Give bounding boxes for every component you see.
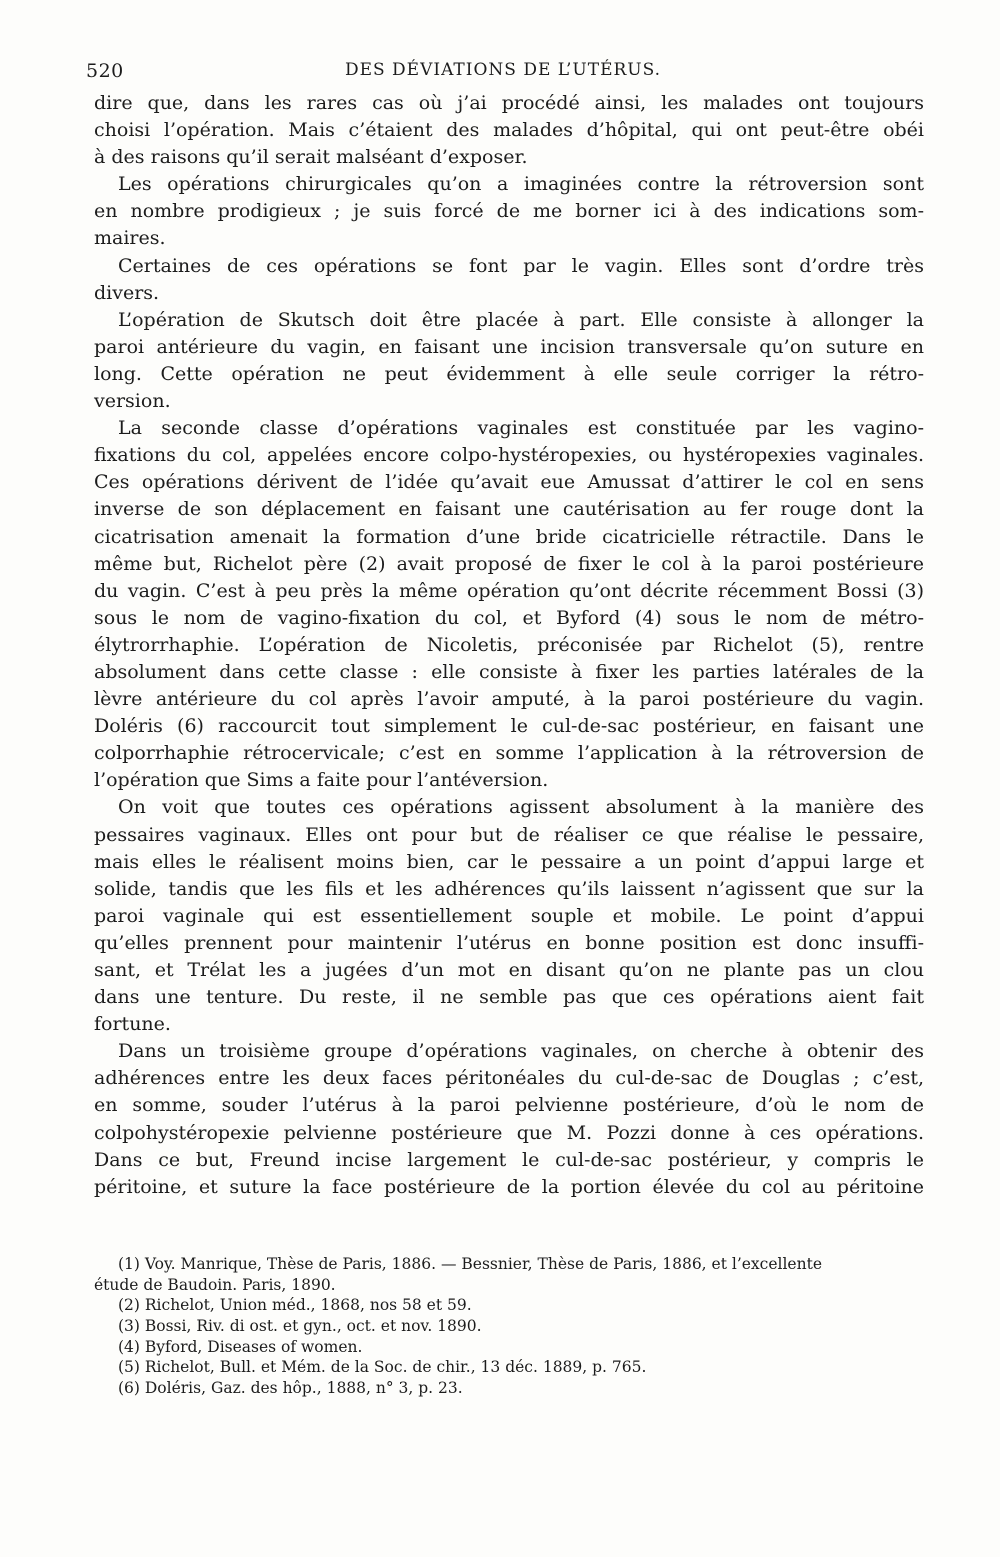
text-line: paroi vaginale qui est essentiellement souple et mobile. Le point d’appui xyxy=(94,904,924,927)
text-line: péritoine, et suture la face postérieure de la portion élevée du col au péritoine xyxy=(94,1175,924,1198)
text-line: cicatrisation amenait la formation d’une bride cicatricielle rétractile. Dans le xyxy=(94,525,924,548)
text-line: absolument dans cette classe : elle consiste à fixer les parties latérales de la xyxy=(94,660,924,683)
text-line: sous le nom de vagino-fixation du col, et Byford (4) sous le nom de métro- xyxy=(94,606,924,629)
text-line: inverse de son déplacement en faisant une cautérisation au fer rouge dont la xyxy=(94,498,924,521)
footnote: (6) Doléris, Gaz. des hôp., 1888, n° 3, p. 23. xyxy=(118,1379,463,1398)
text-line: pessaires vaginaux. Elles ont pour but de réaliser ce que réalise le pessaire, xyxy=(94,823,924,846)
text-line: divers. xyxy=(94,281,160,304)
text-line: choisi l’opération. Mais c’étaient des malades d’hôpital, qui ont peut-être obéi xyxy=(94,119,924,142)
footnote-continuation: étude de Baudoin. Paris, 1890. xyxy=(94,1275,336,1294)
text-line: long. Cette opération ne peut évidemment à elle seule corriger la rétro- xyxy=(94,362,924,385)
text-line: fixations du col, appelées encore colpo-hystéropexies, ou hystéropexies vaginales. xyxy=(94,444,924,467)
text-line: fortune. xyxy=(94,1013,171,1036)
text-line: sant, et Trélat les a jugées d’un mot en disant qu’on ne plante pas un clou xyxy=(94,959,924,981)
text-line: adhérences entre les deux faces péritonéales du cul-de-sac de Douglas ; c’est, xyxy=(94,1067,924,1090)
text-line: lèvre antérieure du col après l’avoir amputé, à la paroi postérieure du vagin. xyxy=(94,688,924,711)
text-line: même but, Richelot père (2) avait proposé de fixer le col à la paroi postérieure xyxy=(94,552,924,575)
body-text xyxy=(94,90,924,1201)
text-line: La seconde classe d’opérations vaginales est constituée par les vagino- xyxy=(118,417,924,440)
running-title: DES DÉVIATIONS DE L’UTÉRUS. xyxy=(344,60,662,80)
text-line: l’opération que Sims a faite pour l’antéversion. xyxy=(94,769,549,792)
footnote: (2) Richelot, Union méd., 1868, nos 58 et 59. xyxy=(118,1296,472,1315)
text-line: qu’elles prennent pour maintenir l’utérus en bonne position est donc insuffi- xyxy=(94,931,924,954)
text-line: maires. xyxy=(94,227,166,250)
text-line: paroi antérieure du vagin, en faisant une incision transversale qu’on suture en xyxy=(94,335,924,358)
text-line: élytrorrhaphie. L’opération de Nicoletis, préconisée par Richelot (5), rentre xyxy=(94,633,924,656)
text-line: dire que, dans les rares cas où j’ai procédé ainsi, les malades ont toujours xyxy=(94,92,924,114)
footnote: (1) Voy. Manrique, Thèse de Paris, 1886. — Bessnier, Thèse de Paris, 1886, et l’excellente xyxy=(118,1255,822,1273)
text-line: en nombre prodigieux ; je suis forcé de me borner ici à des indications som- xyxy=(94,200,924,223)
text-line: version. xyxy=(94,390,171,413)
text-line: L’opération de Skutsch doit être placée à part. Elle consiste à allonger la xyxy=(118,308,924,331)
text-line: Certaines de ces opérations se font par le vagin. Elles sont d’ordre très xyxy=(118,254,924,277)
text-line: en somme, souder l’utérus à la paroi pelvienne postérieure, d’où le nom de xyxy=(94,1094,924,1117)
text-line: du vagin. C’est à peu près la même opération qu’ont décrite récemment Bossi (3) xyxy=(94,579,924,602)
footnote: (3) Bossi, Riv. di ost. et gyn., oct. et nov. 1890. xyxy=(118,1317,482,1336)
footnote: (4) Byford, Diseases of women. xyxy=(118,1337,363,1356)
text-line: colporrhaphie rétrocervicale; c’est en somme l’application à la rétroversion de xyxy=(94,742,924,765)
text-line: à des raisons qu’il serait malséant d’exposer. xyxy=(94,146,528,169)
text-line: Les opérations chirurgicales qu’on a imaginées contre la rétroversion sont xyxy=(118,173,924,196)
footnotes xyxy=(94,1254,924,1399)
text-line: Doléris (6) raccourcit tout simplement le cul-de-sac postérieur, en faisant une xyxy=(94,715,924,738)
footnote: (5) Richelot, Bull. et Mém. de la Soc. de chir., 13 déc. 1889, p. 765. xyxy=(118,1358,647,1377)
text-line: Dans un troisième groupe d’opérations vaginales, on cherche à obtenir des xyxy=(118,1040,924,1063)
text-line: Dans ce but, Freund incise largement le cul-de-sac postérieur, y compris le xyxy=(94,1148,924,1171)
running-header xyxy=(86,56,920,86)
text-line: solide, tandis que les fils et les adhérences qu’ils laissent n’agissent que sur la xyxy=(94,877,924,900)
text-line: colpohystéropexie pelvienne postérieure que M. Pozzi donne à ces opérations. xyxy=(94,1121,924,1144)
text-line: Ces opérations dérivent de l’idée qu’avait eue Amussat d’attirer le col en sens xyxy=(94,471,924,494)
text-line: dans une tenture. Du reste, il ne semble pas que ces opérations aient fait xyxy=(94,986,924,1009)
page-number: 520 xyxy=(86,60,124,82)
text-line: mais elles le réalisent moins bien, car le pessaire a un point d’appui large et xyxy=(94,850,924,873)
text-line: On voit que toutes ces opérations agissent absolument à la manière des xyxy=(118,796,924,819)
